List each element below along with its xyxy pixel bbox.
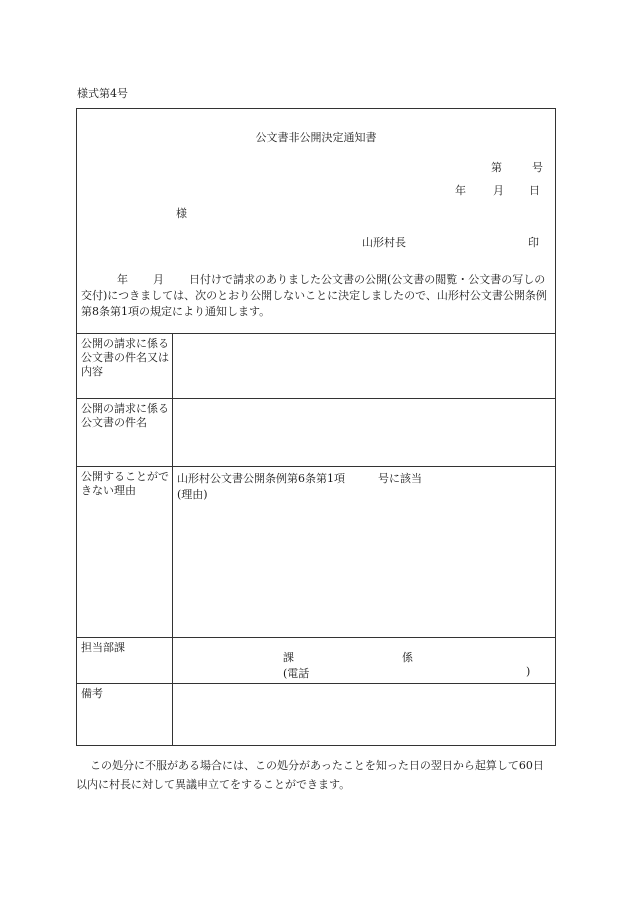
intro-year: 年 xyxy=(117,273,128,286)
row-label-document-name: 公開の請求に係る公文書の件名 xyxy=(81,402,169,429)
reason-clause-suffix: 号に該当 xyxy=(378,472,422,485)
department-ka: 課 xyxy=(283,651,294,664)
divider-3 xyxy=(77,466,555,467)
divider-5 xyxy=(77,683,555,684)
date-year: 年 xyxy=(455,184,466,197)
seal-mark: 印 xyxy=(528,236,539,249)
row-label-request-subject: 公開の請求に係る公文書の件名又は内容 xyxy=(81,337,169,378)
row-label-department: 担当部課 xyxy=(81,641,125,654)
divider-2 xyxy=(77,398,555,399)
date-month: 月 xyxy=(493,184,504,197)
reason-clause: 山形村公文書公開条例第6条第1項 xyxy=(177,472,345,485)
phone-close: ) xyxy=(526,665,531,678)
intro-month: 月 xyxy=(153,273,164,286)
department-kakari: 係 xyxy=(402,651,413,664)
intro-paragraph xyxy=(81,272,551,320)
divider-1 xyxy=(77,333,555,334)
label-column-divider xyxy=(172,333,173,746)
issuer-name: 山形村長 xyxy=(362,236,406,249)
doc-number-go: 号 xyxy=(532,161,543,174)
document-title: 公文書非公開決定通知書 xyxy=(255,131,377,144)
intro-text: 日付けで請求のありました公文書の公開(公文書の閲覧・公文書の写しの交付)につきましては、次のとおり公開しないことに決定しましたので、山形村公文書公開条例第8条第1項の規定により通知します。 xyxy=(81,273,547,318)
date-day: 日 xyxy=(529,184,540,197)
phone-open: (電話 xyxy=(283,667,310,680)
notice-form xyxy=(76,108,556,746)
reason-paren: (理由) xyxy=(177,488,208,501)
divider-4 xyxy=(77,637,555,638)
row-label-reason: 公開することができない理由 xyxy=(81,470,169,497)
addressee-suffix: 様 xyxy=(176,207,187,220)
row-label-remarks: 備考 xyxy=(81,687,103,700)
footnote: この処分に不服がある場合には、この処分があったことを知った日の翌日から起算して60日以内に村長に対して異議申立てをすることができます。 xyxy=(76,759,544,791)
doc-number-dai: 第 xyxy=(491,161,502,174)
form-number: 様式第4号 xyxy=(77,87,128,100)
